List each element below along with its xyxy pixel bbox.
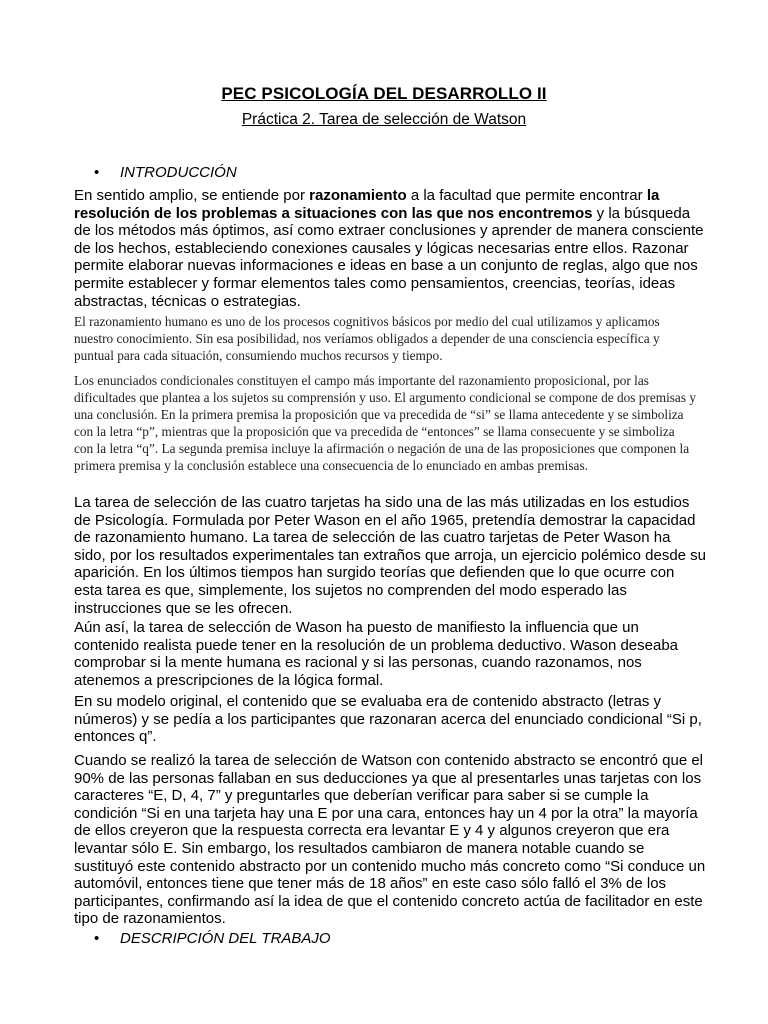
paragraph-7: Cuando se realizó la tarea de selección de Watson con contenido abstracto se encontró que el 90% de las personas fallaban en sus deducciones ya que al presentarles unas tarjetas con los caracteres “E, D, 4, 7” y preguntarles que deberían verificar para saber si se cumple la condición “Si en una tarjeta hay una E por una cara, entonces hay un 4 por la otra” la mayoría de ellos creyeron que la respuesta correcta era levantar E y 4 y algunos creyeron que era levantar sólo E. Sin embargo, los resultados cambiaron de manera notable cuando se sustituyó este contenido abstracto por un contenido mucho más concreto como “Si conduce un automóvil, entonces tiene que tener más de 18 años” en este caso sólo falló el 3% de los participantes, confirmando así la idea de que el contenido concreto actúa de facilitador en este tipo de razonamientos. <box>74 752 706 928</box>
paragraph-2: El razonamiento humano es uno de los procesos cognitivos básicos por medio del cual utilizamos y aplicamos nuestro conocimiento. Sin esa posibilidad, nos veríamos obligados a depender de una consciencia específica y puntual para cada situación, consumiendo muchos recursos y tiempo. <box>74 314 660 363</box>
paragraph-1-bold-razonamiento: razonamiento <box>309 187 407 204</box>
paragraph-1-text-c: a la facultad que permite encontrar <box>406 187 647 204</box>
section-heading-text: DESCRIPCIÓN DEL TRABAJO <box>120 930 331 947</box>
section-heading-text: INTRODUCCIÓN <box>120 164 237 181</box>
document-title: PEC PSICOLOGÍA DEL DESARROLLO II <box>221 84 547 103</box>
paragraph-1-text-a: En sentido amplio, se entiende por <box>74 187 310 204</box>
paragraph-6: En su modelo original, el contenido que se evaluaba era de contenido abstracto (letras y números) y se pedía a los participantes que razonaran acerca del enunciado condicional “Si p, entonces q”. <box>74 693 702 746</box>
bullet-icon: • <box>94 164 100 181</box>
paragraph-3: Los enunciados condicionales constituyen el campo más importante del razonamiento proposicional, por las dificultades que plantea a los sujetos su comprensión y uso. El argumento condicional se compone de dos premisas y una conclusión. En la primera premisa la proposición que va precedida de “si” se llama antecedente y se simboliza con la letra “p”, mientras que la proposición que va precedida de “entonces” se llama consecuente y se simboliza con la letra “q”. La segunda premisa incluye la afirmación o negación de una de las proposiciones que componen la primera premisa y la conclusión establece una consecuencia de lo enunciado en ambas premisas. <box>74 373 696 473</box>
paragraph-4: La tarea de selección de las cuatro tarjetas ha sido una de las más utilizadas en los estudios de Psicología. Formulada por Peter Wason en el año 1965, pretendía demostrar la capacidad de razonamiento humano. La tarea de selección de las cuatro tarjetas de Peter Wason ha sido, por los resultados experimentales tan extraños que arroja, un ejercicio polémico desde su aparición. En los últimos tiempos han surgido teorías que defienden que lo que ocurre con esta tarea es que, simplemente, los sujetos no comprenden del modo esperado las instrucciones que se les ofrecen. <box>74 494 707 617</box>
bullet-icon: • <box>94 930 100 947</box>
paragraph-5: Aún así, la tarea de selección de Wason ha puesto de manifiesto la influencia que un contenido realista puede tener en la resolución de un problema deductivo. Wason deseaba comprobar si la mente humana es racional y si las personas, cuando razonamos, nos atenemos a prescripciones de la lógica formal. <box>74 619 679 689</box>
paragraph-1 <box>74 187 706 310</box>
paragraph-1-text-e: y la búsqueda de los métodos más óptimos, así como extraer conclusiones y aprender de manera consciente de los hechos, estableciendo conexiones causales y lógicas necesarias entre ellos. Razonar permite elaborar nuevas informaciones e ideas en base a un conjunto de reglas, algo que nos permite establecer y formar elementos tales como pensamientos, creencias, teorías, ideas abstractas, técnicas o estrategias. <box>74 204 704 310</box>
document-subtitle: Práctica 2. Tarea de selección de Watson <box>241 111 527 128</box>
paragraph-1-bold-resolucion: la resolución de los problemas a situaciones con las que nos encontremos <box>74 187 660 222</box>
